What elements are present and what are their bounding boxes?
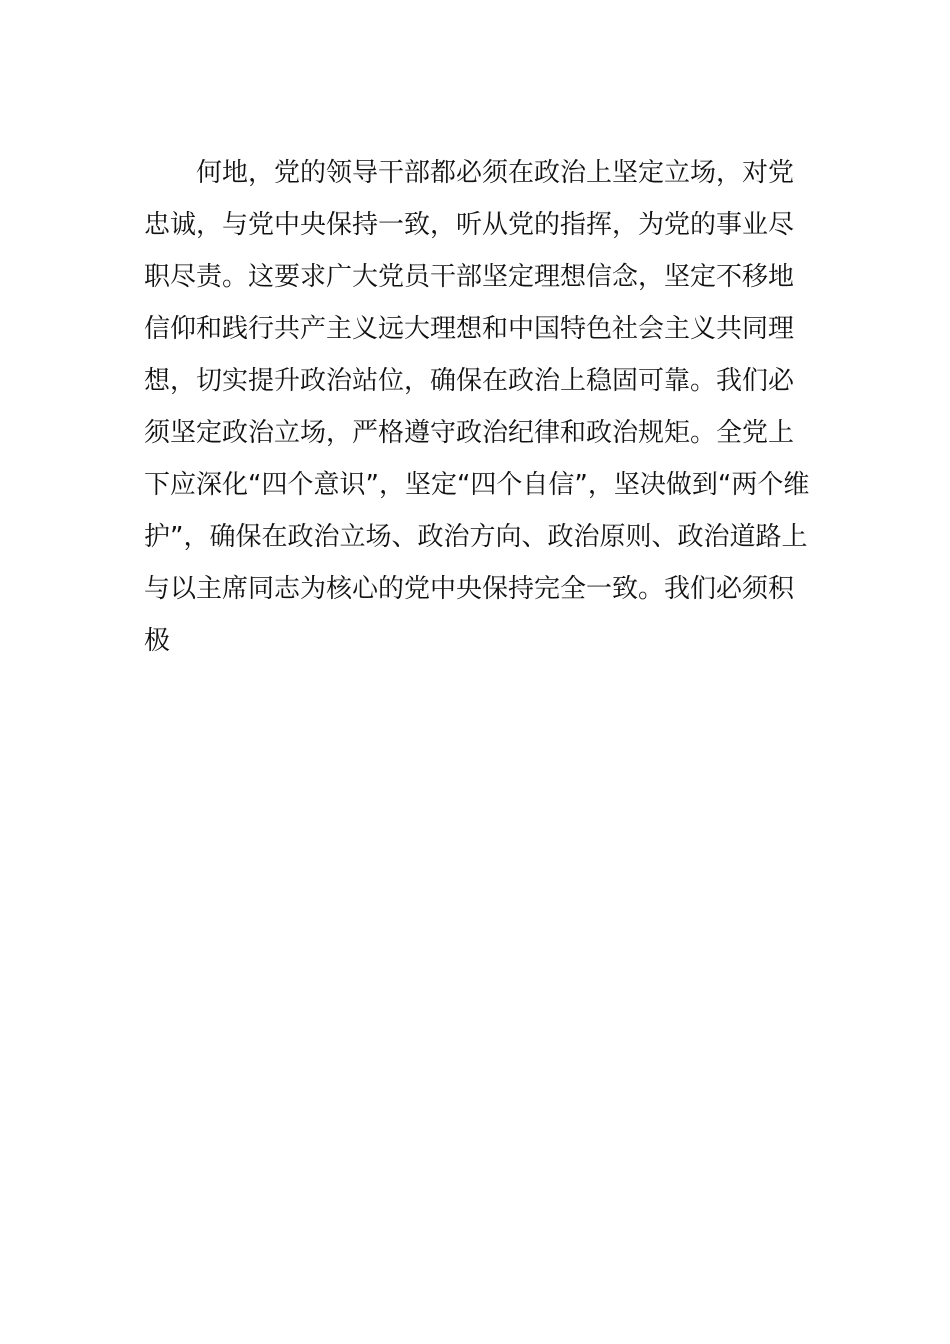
paragraph-line: 想，切实提升政治站位，确保在政治上稳固可靠。我们必 <box>144 366 795 396</box>
paragraph-line: 忠诚，与党中央保持一致，听从党的指挥，为党的事业尽 <box>144 210 795 240</box>
paragraph-line: 下应深化“四个意识”，坚定“四个自信”，坚决做到“两个维 <box>144 470 810 500</box>
paragraph-line: 与以主席同志为核心的党中央保持完全一致。我们必须积 <box>144 574 795 604</box>
paragraph-line: 何地，党的领导干部都必须在政治上坚定立场，对党 <box>196 158 795 188</box>
paragraph-line: 职尽责。这要求广大党员干部坚定理想信念，坚定不移地 <box>144 262 795 292</box>
paragraph-line: 信仰和践行共产主义远大理想和中国特色社会主义共同理 <box>144 314 795 344</box>
paragraph-line: 极 <box>144 626 171 656</box>
paragraph-line: 须坚定政治立场，严格遵守政治纪律和政治规矩。全党上 <box>144 418 795 448</box>
body-paragraph <box>144 147 810 667</box>
paragraph-line: 护”，确保在政治立场、政治方向、政治原则、政治道路上 <box>144 522 808 552</box>
